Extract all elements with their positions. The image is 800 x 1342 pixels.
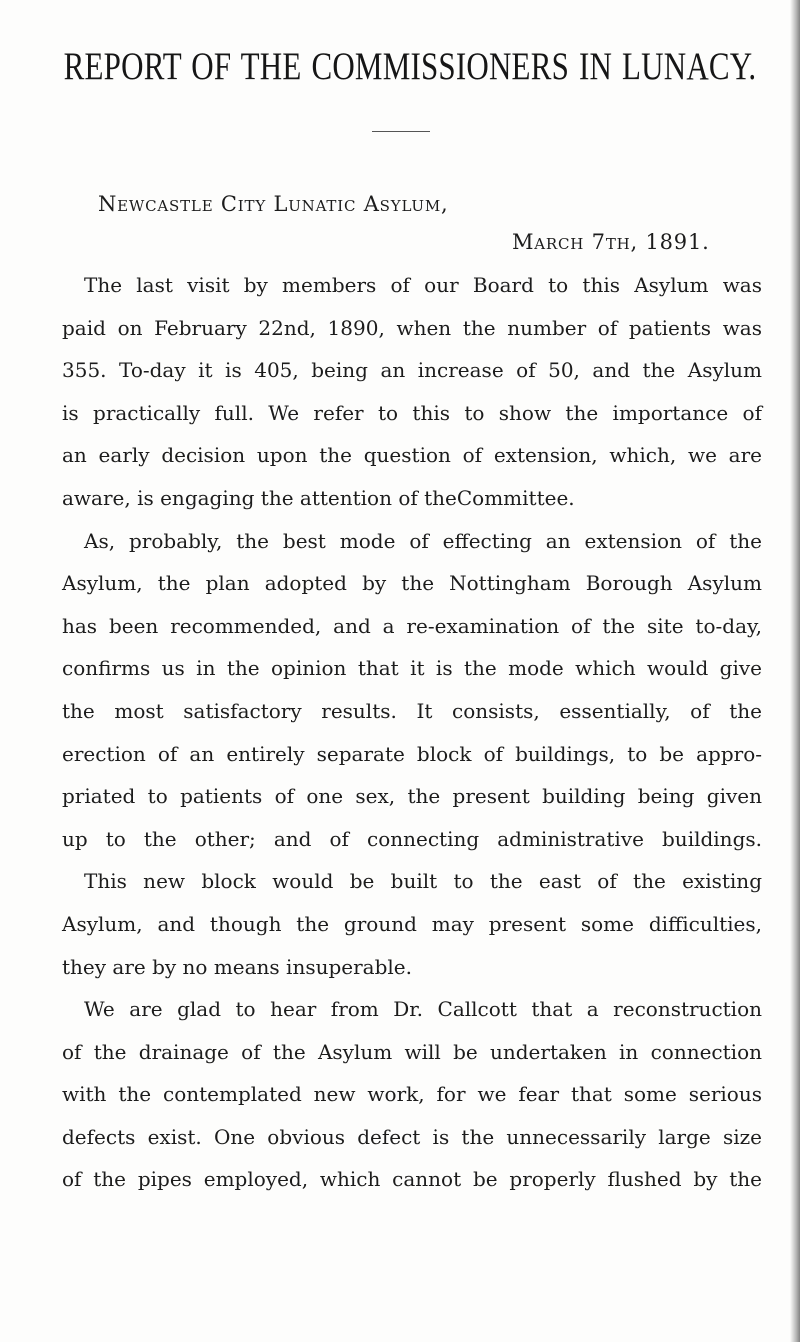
text-line: they are by no means insuperable. bbox=[62, 954, 412, 979]
page-edge-shadow bbox=[790, 0, 800, 1342]
text-line: with the contemplated new work, for we fear that some serious bbox=[62, 1082, 762, 1107]
text-line: Asylum, the plan adopted by the Nottingham Borough Asylum bbox=[62, 571, 762, 596]
text-line: of the drainage of the Asylum will be undertaken in connection bbox=[62, 1039, 762, 1064]
text-line: has been recommended, and a re-examination of the site to-day, bbox=[62, 613, 762, 638]
text-line: The last visit by members of our Board to this Asylum was bbox=[84, 273, 762, 297]
text-line: the most satisfactory results. It consists, essentially, of the bbox=[62, 698, 762, 723]
text-line: We are glad to hear from Dr. Callcott that a reconstruction bbox=[84, 997, 762, 1022]
text-line: priated to patients of one sex, the present building being given bbox=[62, 784, 762, 809]
text-line: erection of an entirely separate block of buildings, to be appro- bbox=[62, 741, 762, 766]
report-heading: REPORT OF THE COMMISSIONERS IN LUNACY. bbox=[63, 44, 757, 88]
text-line: 355. To-day it is 405, being an increase of 50, and the Asylum bbox=[62, 358, 762, 383]
text-line: of the pipes employed, which cannot be properly flushed by the bbox=[62, 1167, 762, 1192]
text-line: up to the other; and of connecting administrative buildings. bbox=[62, 826, 762, 851]
text-line: Asylum, and though the ground may present some difficulties, bbox=[62, 911, 762, 936]
text-line: As, probably, the best mode of effecting an extension of the bbox=[84, 528, 762, 553]
text-line: aware, is engaging the attention of theCommittee. bbox=[62, 485, 575, 510]
text-line: confirms us in the opinion that it is the mode which would give bbox=[62, 656, 762, 681]
text-line: an early decision upon the question of extension, which, we are bbox=[62, 443, 762, 468]
report-body bbox=[62, 264, 762, 1201]
text-line: paid on February 22nd, 1890, when the number of patients was bbox=[62, 315, 762, 340]
heading-rule bbox=[372, 131, 430, 132]
text-line: is practically full. We refer to this to show the importance of bbox=[62, 400, 762, 425]
asylum-name: Newcastle City Lunatic Asylum, bbox=[98, 192, 449, 216]
report-date: March 7th, 1891. bbox=[512, 230, 710, 254]
text-line: defects exist. One obvious defect is the unnecessarily large size bbox=[62, 1124, 762, 1149]
text-line: This new block would be built to the east of the existing bbox=[84, 869, 762, 894]
